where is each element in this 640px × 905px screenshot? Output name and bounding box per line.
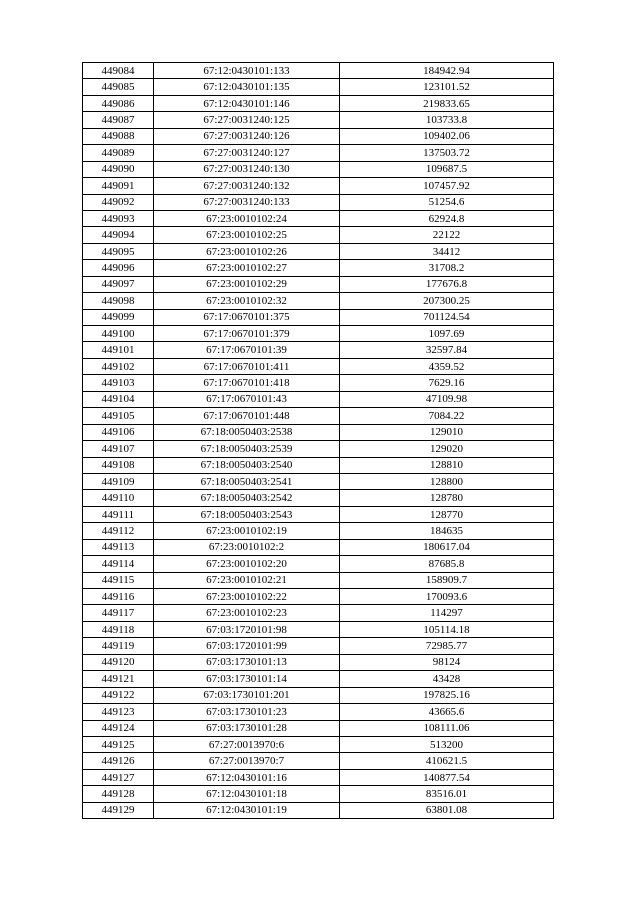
cadastral-number-cell: 67:03:1720101:98	[154, 621, 340, 637]
cadastral-number-cell: 67:03:1720101:99	[154, 638, 340, 654]
cadastral-number-cell: 67:03:1730101:13	[154, 654, 340, 670]
record-number-cell: 449115	[83, 572, 154, 588]
cadastral-number-cell: 67:23:0010102:2	[154, 539, 340, 555]
table-row	[83, 276, 554, 292]
record-number-cell: 449119	[83, 638, 154, 654]
table-row	[83, 687, 554, 703]
value-cell: 43428	[340, 671, 554, 687]
cadastral-number-cell: 67:23:0010102:25	[154, 227, 340, 243]
table-row	[83, 178, 554, 194]
cadastral-number-cell: 67:12:0430101:133	[154, 63, 340, 79]
table-row	[83, 95, 554, 111]
record-number-cell: 449090	[83, 161, 154, 177]
value-cell: 197825.16	[340, 687, 554, 703]
value-cell: 98124	[340, 654, 554, 670]
record-number-cell: 449110	[83, 490, 154, 506]
table-row	[83, 473, 554, 489]
cadastral-number-cell: 67:12:0430101:146	[154, 95, 340, 111]
cadastral-number-cell: 67:23:0010102:24	[154, 210, 340, 226]
value-cell: 7629.16	[340, 375, 554, 391]
cadastral-number-cell: 67:17:0670101:43	[154, 391, 340, 407]
cadastral-number-cell: 67:18:0050403:2543	[154, 506, 340, 522]
record-number-cell: 449118	[83, 621, 154, 637]
cadastral-number-cell: 67:27:0031240:126	[154, 128, 340, 144]
record-number-cell: 449116	[83, 589, 154, 605]
record-number-cell: 449101	[83, 342, 154, 358]
table-row	[83, 621, 554, 637]
cadastral-number-cell: 67:17:0670101:411	[154, 358, 340, 374]
value-cell: 137503.72	[340, 145, 554, 161]
value-cell: 34412	[340, 243, 554, 259]
record-number-cell: 449096	[83, 260, 154, 276]
record-number-cell: 449088	[83, 128, 154, 144]
table-row	[83, 589, 554, 605]
table-row	[83, 753, 554, 769]
cadastral-number-cell: 67:23:0010102:29	[154, 276, 340, 292]
record-number-cell: 449084	[83, 63, 154, 79]
record-number-cell: 449123	[83, 704, 154, 720]
table-row	[83, 457, 554, 473]
value-cell: 128800	[340, 473, 554, 489]
cadastral-number-cell: 67:27:0031240:125	[154, 112, 340, 128]
table-row	[83, 523, 554, 539]
record-number-cell: 449102	[83, 358, 154, 374]
value-cell: 114297	[340, 605, 554, 621]
value-cell: 22122	[340, 227, 554, 243]
value-cell: 63801.08	[340, 802, 554, 818]
value-cell: 1097.69	[340, 326, 554, 342]
value-cell: 4359.52	[340, 358, 554, 374]
value-cell: 170093.6	[340, 589, 554, 605]
value-cell: 105114.18	[340, 621, 554, 637]
cadastral-number-cell: 67:18:0050403:2539	[154, 441, 340, 457]
cadastral-number-cell: 67:18:0050403:2542	[154, 490, 340, 506]
value-cell: 109402.06	[340, 128, 554, 144]
value-cell: 180617.04	[340, 539, 554, 555]
cadastral-number-cell: 67:27:0013970:6	[154, 736, 340, 752]
record-number-cell: 449120	[83, 654, 154, 670]
cadastral-number-cell: 67:18:0050403:2540	[154, 457, 340, 473]
table-row	[83, 161, 554, 177]
cadastral-number-cell: 67:03:1730101:14	[154, 671, 340, 687]
cadastral-number-cell: 67:23:0010102:27	[154, 260, 340, 276]
cadastral-number-cell: 67:23:0010102:19	[154, 523, 340, 539]
value-cell: 32597.84	[340, 342, 554, 358]
records-table-body	[83, 63, 554, 819]
table-row	[83, 326, 554, 342]
value-cell: 62924.8	[340, 210, 554, 226]
cadastral-number-cell: 67:17:0670101:448	[154, 408, 340, 424]
record-number-cell: 449112	[83, 523, 154, 539]
table-row	[83, 293, 554, 309]
value-cell: 108111.06	[340, 720, 554, 736]
cadastral-number-cell: 67:12:0430101:16	[154, 769, 340, 785]
table-row	[83, 243, 554, 259]
record-number-cell: 449126	[83, 753, 154, 769]
cadastral-number-cell: 67:18:0050403:2538	[154, 424, 340, 440]
cadastral-number-cell: 67:23:0010102:20	[154, 556, 340, 572]
record-number-cell: 449127	[83, 769, 154, 785]
table-row	[83, 112, 554, 128]
table-row	[83, 671, 554, 687]
table-row	[83, 424, 554, 440]
value-cell: 103733.8	[340, 112, 554, 128]
records-table	[82, 62, 554, 819]
cadastral-number-cell: 67:12:0430101:18	[154, 786, 340, 802]
record-number-cell: 449121	[83, 671, 154, 687]
table-row	[83, 358, 554, 374]
cadastral-number-cell: 67:17:0670101:39	[154, 342, 340, 358]
cadastral-number-cell: 67:27:0031240:133	[154, 194, 340, 210]
table-row	[83, 342, 554, 358]
cadastral-number-cell: 67:23:0010102:26	[154, 243, 340, 259]
table-row	[83, 490, 554, 506]
value-cell: 129020	[340, 441, 554, 457]
value-cell: 123101.52	[340, 79, 554, 95]
table-row	[83, 736, 554, 752]
table-row	[83, 79, 554, 95]
value-cell: 43665.6	[340, 704, 554, 720]
record-number-cell: 449087	[83, 112, 154, 128]
cadastral-number-cell: 67:17:0670101:375	[154, 309, 340, 325]
cadastral-number-cell: 67:23:0010102:21	[154, 572, 340, 588]
cadastral-number-cell: 67:12:0430101:135	[154, 79, 340, 95]
record-number-cell: 449108	[83, 457, 154, 473]
table-row	[83, 408, 554, 424]
record-number-cell: 449099	[83, 309, 154, 325]
record-number-cell: 449098	[83, 293, 154, 309]
record-number-cell: 449125	[83, 736, 154, 752]
cadastral-number-cell: 67:18:0050403:2541	[154, 473, 340, 489]
record-number-cell: 449128	[83, 786, 154, 802]
cadastral-number-cell: 67:12:0430101:19	[154, 802, 340, 818]
cadastral-number-cell: 67:17:0670101:418	[154, 375, 340, 391]
record-number-cell: 449089	[83, 145, 154, 161]
record-number-cell: 449100	[83, 326, 154, 342]
cadastral-number-cell: 67:27:0031240:127	[154, 145, 340, 161]
table-row	[83, 704, 554, 720]
cadastral-number-cell: 67:03:1730101:28	[154, 720, 340, 736]
value-cell: 51254.6	[340, 194, 554, 210]
value-cell: 128770	[340, 506, 554, 522]
table-row	[83, 260, 554, 276]
table-row	[83, 506, 554, 522]
table-row	[83, 391, 554, 407]
record-number-cell: 449095	[83, 243, 154, 259]
record-number-cell: 449113	[83, 539, 154, 555]
record-number-cell: 449109	[83, 473, 154, 489]
record-number-cell: 449093	[83, 210, 154, 226]
record-number-cell: 449097	[83, 276, 154, 292]
record-number-cell: 449104	[83, 391, 154, 407]
cadastral-number-cell: 67:23:0010102:32	[154, 293, 340, 309]
cadastral-number-cell: 67:03:1730101:201	[154, 687, 340, 703]
table-row	[83, 63, 554, 79]
record-number-cell: 449105	[83, 408, 154, 424]
value-cell: 184942.94	[340, 63, 554, 79]
record-number-cell: 449122	[83, 687, 154, 703]
table-row	[83, 720, 554, 736]
table-row	[83, 802, 554, 818]
record-number-cell: 449091	[83, 178, 154, 194]
value-cell: 109687.5	[340, 161, 554, 177]
table-row	[83, 786, 554, 802]
value-cell: 513200	[340, 736, 554, 752]
table-row	[83, 309, 554, 325]
table-row	[83, 572, 554, 588]
value-cell: 140877.54	[340, 769, 554, 785]
value-cell: 107457.92	[340, 178, 554, 194]
record-number-cell: 449129	[83, 802, 154, 818]
record-number-cell: 449086	[83, 95, 154, 111]
table-row	[83, 375, 554, 391]
table-row	[83, 128, 554, 144]
record-number-cell: 449117	[83, 605, 154, 621]
value-cell: 128780	[340, 490, 554, 506]
value-cell: 83516.01	[340, 786, 554, 802]
value-cell: 72985.77	[340, 638, 554, 654]
record-number-cell: 449092	[83, 194, 154, 210]
table-row	[83, 769, 554, 785]
value-cell: 7084.22	[340, 408, 554, 424]
record-number-cell: 449106	[83, 424, 154, 440]
table-row	[83, 654, 554, 670]
value-cell: 47109.98	[340, 391, 554, 407]
value-cell: 129010	[340, 424, 554, 440]
record-number-cell: 449124	[83, 720, 154, 736]
value-cell: 207300.25	[340, 293, 554, 309]
value-cell: 184635	[340, 523, 554, 539]
table-row	[83, 556, 554, 572]
table-row	[83, 227, 554, 243]
table-row	[83, 194, 554, 210]
value-cell: 410621.5	[340, 753, 554, 769]
table-row	[83, 605, 554, 621]
cadastral-number-cell: 67:17:0670101:379	[154, 326, 340, 342]
table-row	[83, 441, 554, 457]
record-number-cell: 449085	[83, 79, 154, 95]
record-number-cell: 449107	[83, 441, 154, 457]
record-number-cell: 449111	[83, 506, 154, 522]
cadastral-number-cell: 67:03:1730101:23	[154, 704, 340, 720]
record-number-cell: 449103	[83, 375, 154, 391]
table-row	[83, 539, 554, 555]
record-number-cell: 449094	[83, 227, 154, 243]
value-cell: 701124.54	[340, 309, 554, 325]
table-row	[83, 145, 554, 161]
record-number-cell: 449114	[83, 556, 154, 572]
cadastral-number-cell: 67:23:0010102:23	[154, 605, 340, 621]
value-cell: 31708.2	[340, 260, 554, 276]
value-cell: 219833.65	[340, 95, 554, 111]
value-cell: 177676.8	[340, 276, 554, 292]
value-cell: 158909.7	[340, 572, 554, 588]
value-cell: 87685.8	[340, 556, 554, 572]
cadastral-number-cell: 67:27:0031240:132	[154, 178, 340, 194]
table-row	[83, 638, 554, 654]
table-row	[83, 210, 554, 226]
cadastral-number-cell: 67:23:0010102:22	[154, 589, 340, 605]
cadastral-number-cell: 67:27:0031240:130	[154, 161, 340, 177]
cadastral-number-cell: 67:27:0013970:7	[154, 753, 340, 769]
value-cell: 128810	[340, 457, 554, 473]
